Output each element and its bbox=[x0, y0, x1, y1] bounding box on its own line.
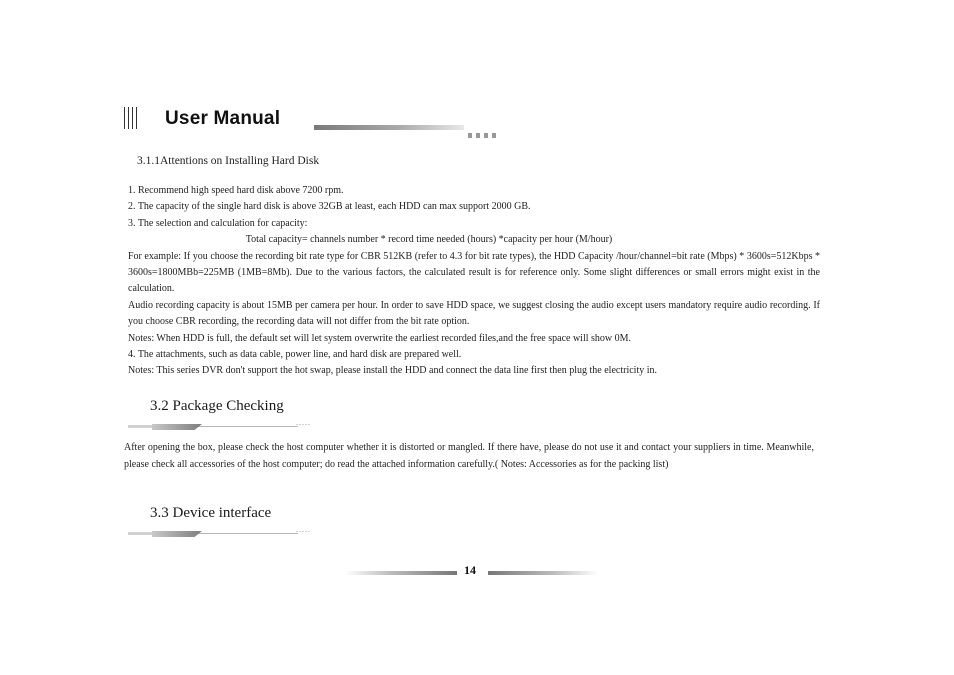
list-item: 2. The capacity of the single hard disk is above 32GB at least, each HDD can max support 2000 GB. bbox=[128, 201, 531, 213]
footer-rule-right bbox=[488, 571, 598, 575]
list-item: 1. Recommend high speed hard disk above 7200 rpm. bbox=[128, 185, 344, 196]
example-paragraph: For example: If you choose the recording bit rate type for CBR 512KB (refer to 4.3 for bit rate types), the HDD Capacity /hour/channel=bit rate (Mbps) * 3600s=512Kbps * 3600s=1800MBb=225MB (1MB=8Mb). Due to the various factors, the calculated result is for reference only. Some slight differences or small errors might exist in the calculation. bbox=[128, 250, 820, 295]
page-number: 14 bbox=[464, 563, 476, 577]
package-checking-paragraph: After opening the box, please check the host computer whether it is distorted or mangled. If there have, please do not use it and contact your suppliers in time. Meanwhile, please check all accessories of the host computer; do read the attached information carefully.( Notes: Accessories as for the packing list) bbox=[124, 442, 814, 470]
section-rule-dots: ..... bbox=[296, 418, 311, 427]
header-rule bbox=[314, 125, 464, 130]
note-paragraph: Notes: When HDD is full, the default set will let system overwrite the earliest recorded files,and the free space will show 0M. bbox=[128, 332, 632, 344]
capacity-formula: Total capacity= channels number * record time needed (hours) *capacity per hour (M/hour) bbox=[245, 234, 613, 246]
page-title: User Manual bbox=[165, 108, 281, 129]
hdd-notes-body bbox=[128, 183, 820, 380]
header-dots bbox=[468, 125, 500, 130]
list-item: 3. The selection and calculation for capacity: bbox=[128, 217, 308, 229]
note-paragraph: Notes: This series DVR don't support the hot swap, please install the HDD and connect the data line first then plug the electricity in. bbox=[128, 365, 657, 377]
section-title-package-checking: 3.2 Package Checking bbox=[150, 398, 284, 414]
subsection-heading: 3.1.1Attentions on Installing Hard Disk bbox=[137, 155, 320, 167]
footer-rule-left bbox=[345, 571, 457, 575]
section-rule-dots: ..... bbox=[296, 525, 311, 534]
list-item: 4. The attachments, such as data cable, power line, and hard disk are prepared well. bbox=[128, 349, 462, 361]
header-bars-icon bbox=[124, 107, 140, 129]
section-rule bbox=[128, 525, 328, 539]
section-title-device-interface: 3.3 Device interface bbox=[150, 505, 272, 521]
audio-paragraph: Audio recording capacity is about 15MB per camera per hour. In order to save HDD space, we suggest closing the audio except users mandatory require audio recording. If you choose CBR recording, the recording data will not differ from the bit rate option. bbox=[128, 299, 820, 328]
section-rule bbox=[128, 418, 328, 432]
